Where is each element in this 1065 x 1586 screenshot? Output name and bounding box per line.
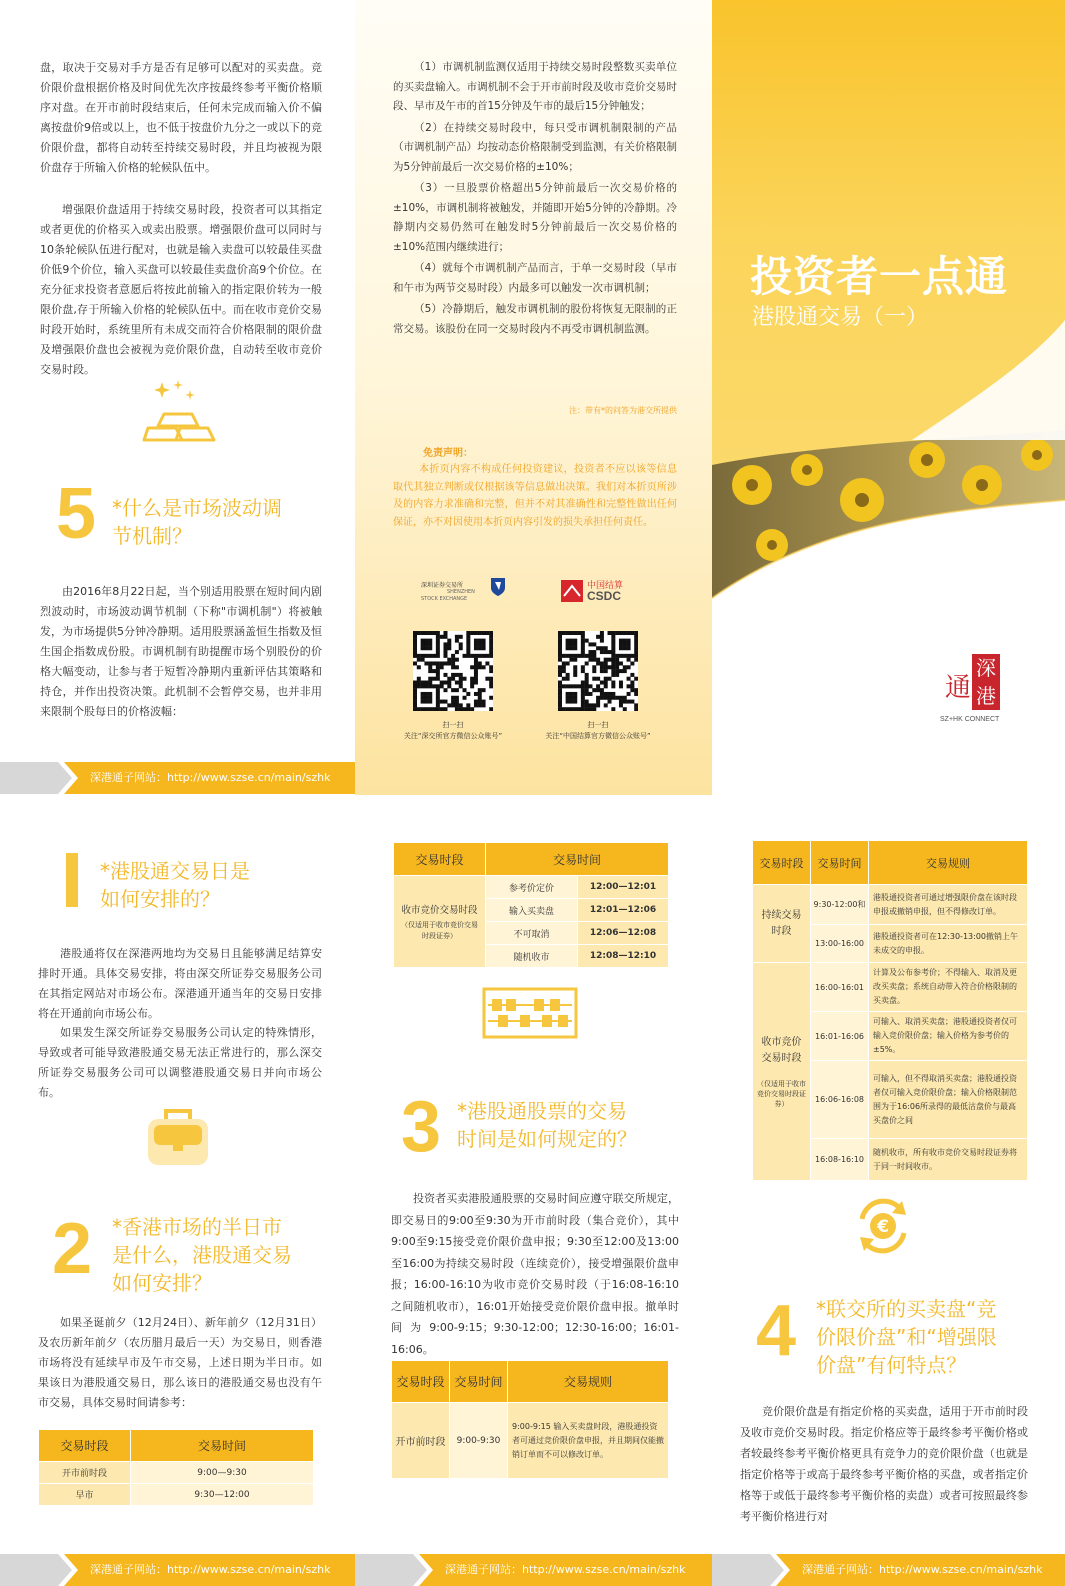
table-header-row bbox=[394, 843, 669, 876]
szse-logo-text-cn: 深圳证券交易所 bbox=[421, 582, 464, 589]
volatility-rule-4: （4）就每个市调机制产品而言，于单一交易时段（早市和午市为两节交易时段）内最多可以触发一次市调机制； bbox=[393, 262, 677, 294]
paragraph-volatility-mechanism: 由2016年8月22日起，当个别适用股票在短时间内剧烈波动时，市场波动调节机制（下称"市调机制"）将被触发，为市场提供5分钟冷静期。适用股票涵盖恒生指数及恒生国企指数成份股。市调机制有助提醒市场个别股份的价格大幅变动，让参与者于短暂冷静期内重新评估其策略和持仓，并作出投资决策。此机制不会暂停交易，也并非用来限制个股每日的价格波幅： bbox=[40, 585, 322, 718]
table-row bbox=[39, 1462, 314, 1484]
table-row bbox=[753, 963, 1028, 1012]
bottom-middle-panel bbox=[355, 795, 712, 1586]
szse-logo bbox=[417, 576, 517, 606]
table-cell: 16:08-16:10 bbox=[811, 1139, 869, 1181]
paragraph-enhanced-limit-order: 增强限价盘适用于持续交易时段，投资者可以其指定或者更优的价格买入或卖出股票。增强限价盘可以同时与10条轮候队伍进行配对，也就是输入卖盘可以较最佳买盘价低9个价位，输入买盘可以较最佳卖盘价高9个价位。在充分征求投资者意愿后将按此前输入的指定限价转为一般限价盘,存于所输入价格的轮候队伍中。而在收市竞价交易时段开始时，系统里所有未成交而符合价格限制的限价盘及增强限价盘也会被视为竞价限价盘，自动转至收市竞价交易时段。 bbox=[40, 203, 322, 376]
paragraph-trading-hours: 投资者买卖港股通股票的交易时间应遵守联交所规定，即交易日的9:00至9:30为开市前时段（集合竞价），其中9:00至9:15接受竞价限价盘申报；9:30至12:00及13:00至16:00为持续交易时段（连续竞价），接受增强限价盘申报；16:00-16:10为收市竞价交易时段（于16:08-16:10之间随机收市），16:01开始接受竞价限价盘申报。撤单时间为9:00-9:15；9:30-12:00；12:30-16:00；16:01-16:06。 bbox=[391, 1192, 679, 1356]
volatility-rule-5: （5）冷静期后，触发市调机制的股份将恢复无限制的正常交易。该股份在同一交易时段内不再受市调机制监测。 bbox=[393, 303, 677, 335]
szse-emblem-icon bbox=[487, 576, 509, 598]
footer-bar-bottom-left bbox=[0, 1554, 355, 1586]
question-2-title-line2: 是什么，港股通交易 bbox=[112, 1243, 292, 1267]
qr-code-csdc-caption-2: 关注“中国结算官方微信公众账号” bbox=[545, 732, 651, 740]
group-label: 收市竞价交易时段 bbox=[761, 1036, 802, 1064]
half-day-schedule-table bbox=[38, 1429, 314, 1506]
continuous-and-closing-table bbox=[752, 840, 1028, 1181]
question-number-5: 5 bbox=[56, 474, 97, 554]
question-2-title-line3: 如何安排？ bbox=[112, 1271, 212, 1295]
question-1-title bbox=[100, 857, 250, 913]
table-cell: 13:00-16:00 bbox=[811, 925, 869, 963]
qr-code-csdc-caption-1: 扫一扫 bbox=[587, 721, 609, 729]
gold-bars-icon bbox=[142, 378, 216, 444]
table-cell: 9:30—12:00 bbox=[131, 1484, 314, 1506]
table-cell: 16:00-16:01 bbox=[811, 963, 869, 1012]
qr-code-szse[interactable] bbox=[413, 631, 493, 711]
volatility-rules-list bbox=[393, 58, 677, 339]
footer-bar-bottom-right bbox=[712, 1554, 1065, 1586]
question-number-1-bar bbox=[66, 853, 78, 907]
table-cell: 开市前时段 bbox=[39, 1462, 131, 1484]
szhk-connect-seal-logo bbox=[944, 654, 1002, 712]
table-header-cell: 交易时间 bbox=[131, 1430, 314, 1462]
table-cell: 12:08—12:10 bbox=[578, 945, 669, 968]
footnote: 注：带有*的问答为港交所提供 bbox=[569, 406, 677, 415]
paragraph-order-matching: 盘，取决于交易对手方是否有足够可以配对的买卖盘。竞价限价盘根据价格及时间优先次序按最终参考平衡价格顺序对盘。在开市前时段结束后，任何未完成而输入价不偏离按盘价9倍或以上，也不低于按盘价九分之一或以下的竞价限价盘，都将自动转至持续交易时段，并且均被视为限价盘存于所输入价格的轮候队伍中。 bbox=[40, 61, 322, 174]
table-header-cell: 交易时段 bbox=[39, 1430, 131, 1462]
question-3-title-line2: 时间是如何规定的？ bbox=[457, 1127, 637, 1151]
table-group-cell bbox=[753, 963, 811, 1181]
table-group-cell bbox=[394, 876, 486, 968]
table-cell: 不可取消 bbox=[486, 922, 578, 945]
footer-bar-bottom-middle bbox=[355, 1554, 712, 1586]
table-cell: 9:00-9:30 bbox=[450, 1403, 508, 1479]
question-number-3: 3 bbox=[401, 1087, 442, 1167]
table-cell: 早市 bbox=[39, 1484, 131, 1506]
volatility-rule-2: （2）在持续交易时段中，每只受市调机制限制的产品（市调机制产品）均按动态价格限制受到监测，有关价格限制为5分钟前最后一次交易价格的±10%； bbox=[393, 121, 677, 173]
qr-code-pattern bbox=[413, 631, 493, 711]
paragraph-special-circumstances: 如果发生深交所证券交易服务公司认定的特殊情形，导致或者可能导致港股通交易无法正常进行的，那么深交所证券交易服务公司可以调整港股通交易日并向市场公布。 bbox=[38, 1026, 322, 1099]
table-header-cell: 交易时段 bbox=[392, 1361, 450, 1403]
footer-bar-top-left bbox=[0, 762, 355, 794]
cover-title: 投资者一点通 bbox=[750, 252, 1009, 301]
footer-website-link[interactable]: 深港通子网站：http://www.szse.cn/main/szhk bbox=[90, 1563, 331, 1576]
table-header-cell: 交易时段 bbox=[753, 841, 811, 885]
question-4-title-line3: 价盘”有何特点？ bbox=[816, 1353, 967, 1377]
footer-website-link[interactable]: 深港通子网站：http://www.szse.cn/main/szhk bbox=[90, 771, 331, 784]
table-header-row bbox=[392, 1361, 669, 1403]
table-header-cell: 交易时间 bbox=[450, 1361, 508, 1403]
qr-code-szse-caption-2: 关注“深交所官方微信公众账号” bbox=[403, 732, 503, 740]
question-4-title-line2: 价限价盘”和“增强限 bbox=[816, 1325, 997, 1349]
qr-code-csdc[interactable] bbox=[558, 631, 638, 711]
question-5-title-line1: *什么是市场波动调 bbox=[112, 496, 282, 520]
question-5-title bbox=[112, 494, 282, 550]
pre-opening-table bbox=[391, 1360, 669, 1479]
bottom-right-panel bbox=[712, 795, 1065, 1586]
table-cell: 9:00-9:15 输入买卖盘时段，港股通投资者可通过竞价限价盘申报，并且期间仅能撤销订单而不可以修改订单。 bbox=[508, 1403, 669, 1479]
question-2-title bbox=[112, 1213, 292, 1297]
table-cell: 12:01—12:06 bbox=[578, 899, 669, 922]
table-group-cell: 持续交易时段 bbox=[753, 885, 811, 963]
table-row bbox=[394, 876, 669, 899]
szse-logo-text-en2: STOCK EXCHANGE bbox=[421, 596, 468, 602]
table-header-cell: 交易规则 bbox=[508, 1361, 669, 1403]
group-note: （仅适用于收市竞价交易时段证券） bbox=[757, 1079, 806, 1108]
closing-auction-table bbox=[393, 842, 669, 968]
question-4-title bbox=[816, 1295, 997, 1379]
abacus-icon bbox=[482, 987, 578, 1039]
table-cell: 港股通投资者可通过增强限价盘在该时段申报或撤销申报，但不得修改订单。 bbox=[869, 885, 1028, 925]
group-note: （仅适用于收市竞价交易时段证券） bbox=[401, 920, 478, 940]
csdc-logo-text-cn: 中国结算 bbox=[587, 581, 624, 591]
bottom-left-panel bbox=[0, 795, 355, 1586]
volatility-rule-1: （1）市调机制监测仅适用于持续交易时段整数买卖单位的买卖盘输入。市调机制不会于开市前时段及收市竞价交易时段、早市及午市的首15分钟及午市的最后15分钟触发； bbox=[393, 61, 677, 112]
table-cell: 计算及公布参考价；不得输入、取消及更改买卖盘；系统自动带入符合价格限制的买卖盘。 bbox=[869, 963, 1028, 1012]
csdc-logo-text-en: CSDC bbox=[587, 589, 622, 603]
top-left-panel bbox=[0, 0, 355, 795]
top-middle-panel bbox=[355, 0, 712, 795]
qr-code-szse-caption-1: 扫一扫 bbox=[442, 721, 464, 729]
disclaimer-title: 免责声明： bbox=[423, 448, 473, 459]
footer-website-link[interactable]: 深港通子网站：http://www.szse.cn/main/szhk bbox=[802, 1563, 1043, 1576]
qr-code-pattern bbox=[558, 631, 638, 711]
table-cell: 港股通投资者可在12:30-13:00撤销上午未成交的申报。 bbox=[869, 925, 1028, 963]
question-3-title bbox=[457, 1097, 637, 1153]
cover-background bbox=[712, 0, 1065, 795]
question-1-title-line2: 如何安排的？ bbox=[100, 887, 220, 911]
briefcase-icon bbox=[144, 1107, 212, 1169]
table-cell: 可输入，但不得取消买卖盘；港股通投资者仅可输入竞价限价盘；输入价格限制范围为于16:06所录得的最低沽盘价与最高买盘价之间 bbox=[869, 1061, 1028, 1139]
table-cell: 参考价定价 bbox=[486, 876, 578, 899]
table-row bbox=[392, 1403, 669, 1479]
disclaimer-body: 本折页内容不构成任何投资建议，投资者不应以该等信息取代其独立判断或仅根据该等信息做出决策。我们对本折页所涉及的内容力求准确和完整，但并不对其准确性和完整性做出任何保证，亦不对因使用本折页内容引发的损失承担任何责任。 bbox=[393, 464, 677, 528]
table-header-cell: 交易时间 bbox=[486, 843, 669, 876]
seal-char-2: 港 bbox=[972, 682, 1000, 710]
table-cell: 9:30-12:00和 bbox=[811, 885, 869, 925]
question-2-title-line1: *香港市场的半日市 bbox=[112, 1215, 282, 1239]
paragraph-half-day-market: 如果圣诞前夕（12月24日）、新年前夕（12月31日）及农历新年前夕（农历腊月最后一天）为交易日，则香港市场将没有延续早市及午市交易，上述日期为半日市。如果该日为港股通交易日，那么该日的港股通交易也没有午市交易，具体交易时间请参考： bbox=[38, 1316, 322, 1409]
szse-logo-text-en1: SHENZHEN bbox=[447, 589, 475, 595]
table-header-row bbox=[753, 841, 1028, 885]
table-row bbox=[753, 885, 1028, 925]
table-cell: 9:00—9:30 bbox=[131, 1462, 314, 1484]
question-5-title-line2: 节机制？ bbox=[112, 524, 192, 548]
question-3-title-line1: *港股通股票的交易 bbox=[457, 1099, 627, 1123]
svg-text:€: € bbox=[877, 1217, 889, 1237]
table-cell: 可输入、取消买卖盘；港股通投资者仅可输入竞价限价盘；输入价格为参考价的±5%。 bbox=[869, 1012, 1028, 1061]
table-cell: 开市前时段 bbox=[392, 1403, 450, 1479]
table-header-cell: 交易时段 bbox=[394, 843, 486, 876]
table-row bbox=[39, 1484, 314, 1506]
seal-logo-en: SZ+HK CONNECT bbox=[940, 716, 1000, 723]
seal-char-3: 通 bbox=[944, 673, 971, 703]
footer-website-link[interactable]: 深港通子网站：http://www.szse.cn/main/szhk bbox=[445, 1563, 686, 1576]
table-header-row bbox=[39, 1430, 314, 1462]
question-number-2: 2 bbox=[52, 1209, 93, 1289]
table-cell: 16:06-16:08 bbox=[811, 1061, 869, 1139]
cover-subtitle: 港股通交易（一） bbox=[752, 305, 929, 330]
group-label: 收市竞价交易时段 bbox=[401, 904, 478, 916]
table-cell: 输入买卖盘 bbox=[486, 899, 578, 922]
table-header-cell: 交易规则 bbox=[869, 841, 1028, 885]
question-1-title-line1: *港股通交易日是 bbox=[100, 859, 250, 883]
paragraph-auction-limit-order: 竞价限价盘是有指定价格的买卖盘，适用于开市前时段及收市竞价交易时段。指定价格应等于最终参考平衡价格或者较最终参考平衡价格更具有竞争力的竞价限价盘（也就是指定价格等于或高于最终参考平衡价格的买盘，或者指定价格等于或低于最终参考平衡价格的卖盘）或者可按照最终参考平衡价格进行对 bbox=[740, 1405, 1028, 1523]
paragraph-trading-days: 港股通将仅在深港两地均为交易日且能够满足结算安排时开通。具体交易安排，将由深交所证券交易服务公司在其指定网站对市场公布。深港通开通当年的交易日安排将在开通前向市场公布。 bbox=[38, 947, 322, 1020]
cover-panel bbox=[712, 0, 1065, 795]
euro-exchange-icon bbox=[850, 1193, 916, 1259]
question-4-title-line1: *联交所的买卖盘“竞 bbox=[816, 1297, 997, 1321]
seal-char-1: 深 bbox=[972, 654, 1000, 682]
table-cell: 16:01-16:06 bbox=[811, 1012, 869, 1061]
volatility-rule-3: （3）一旦股票价格超出5分钟前最后一次交易价格的±10%，市调机制将被触发，并随即开始5分钟的冷静期。冷静期内交易仍然可在触发时5分钟前最后一次交易价格的±10%范围内继续进行； bbox=[393, 182, 677, 253]
question-number-4: 4 bbox=[756, 1291, 797, 1371]
table-cell: 随机收市 bbox=[486, 945, 578, 968]
table-cell: 随机收市，所有收市竞价交易时段证券将于同一时间收市。 bbox=[869, 1139, 1028, 1181]
csdc-emblem-icon bbox=[561, 580, 583, 602]
csdc-logo bbox=[561, 578, 641, 604]
table-cell: 12:06—12:08 bbox=[578, 922, 669, 945]
table-cell: 12:00—12:01 bbox=[578, 876, 669, 899]
table-header-cell: 交易时间 bbox=[811, 841, 869, 885]
